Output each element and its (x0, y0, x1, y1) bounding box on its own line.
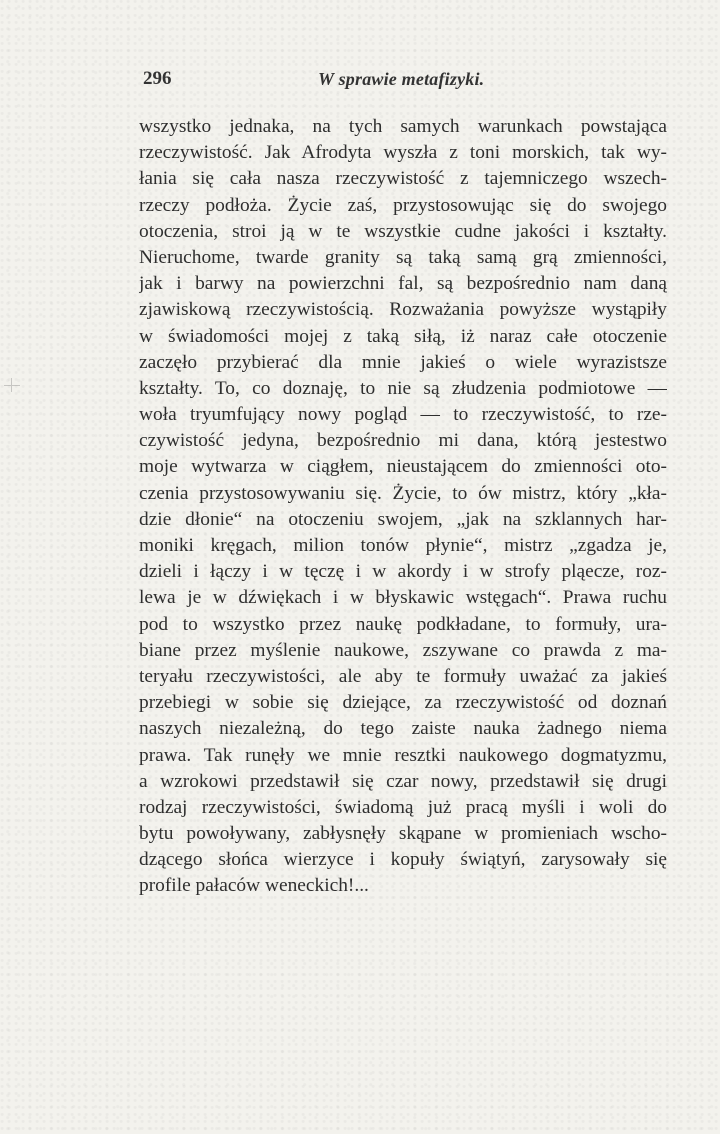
running-head: W sprawie metafizyki. (318, 69, 485, 89)
text-line: biane przez myślenie naukowe, zszywane co prawda z ma- (139, 639, 667, 661)
text-line: przebiegi w sobie się dziejące, za rzeczywistość od doznań (139, 692, 667, 714)
text-line: czenia przystosowywaniu się. Życie, to ów mistrz, który „kła- (139, 482, 667, 504)
text-line: dzieli i łączy i w tęczę i w akordy i w strofy pląecze, roz- (139, 561, 667, 583)
body-text (139, 114, 667, 900)
text-line: moje wytwarza w ciągłem, nieustającem do zmienności oto- (139, 456, 667, 478)
page-header (0, 68, 720, 98)
print-mark-icon (4, 378, 20, 392)
text-line: łania się cała nasza rzeczywistość z tajemniczego wszech- (139, 168, 667, 190)
page-number: 296 (143, 68, 172, 89)
text-line: rodzaj rzeczywistości, świadomą już pracą myśli i woli do (139, 796, 667, 818)
text-line: naszych niezależną, do tego zaiste nauka żadnego niema (139, 718, 667, 740)
text-line: w świadomości mojej z taką siłą, iż naraz całe otoczenie (139, 325, 667, 347)
text-line: lewa je w dźwiękach i w błyskawic wstęgach“. Prawa ruchu (139, 587, 667, 609)
text-line: czywistość jedyna, bezpośrednio mi dana, którą jestestwo (139, 430, 667, 452)
text-line: kształty. To, co doznaję, to nie są złudzenia podmiotowe — (139, 377, 667, 399)
text-line: woła tryumfujący nowy pogląd — to rzeczywistość, to rze- (139, 404, 667, 426)
text-line: rzeczywistość. Jak Afrodyta wyszła z toni morskich, tak wy- (139, 142, 667, 164)
text-line: bytu powoływany, zabłysnęły skąpane w promieniach wscho- (139, 823, 667, 845)
text-line: dzącego słońca wierzyce i kopuły świątyń, zarysowały się (139, 849, 667, 871)
text-line: dzie dłonie“ na otoczeniu swojem, „jak na szklannych har- (139, 508, 667, 530)
text-line: wszystko jednaka, na tych samych warunkach powstająca (139, 116, 667, 137)
text-line: rzeczy podłoża. Życie zaś, przystosowując się do swojego (139, 194, 667, 216)
text-line: pod to wszystko przez naukę podkładane, to formuły, ura- (139, 613, 667, 635)
text-line: a wzrokowi przedstawił się czar nowy, przedstawił się drugi (139, 770, 667, 792)
text-line: otoczenia, stroi ją w te wszystkie cudne jakości i kształty. (139, 220, 667, 242)
text-line: prawa. Tak runęły we mnie resztki naukowego dogmatyzmu, (139, 744, 667, 766)
text-line: jak i barwy na powierzchni fal, są bezpośrednio nam daną (139, 273, 667, 295)
text-line: zaczęło przybierać dla mnie jakieś o wiele wyrazistsze (139, 351, 667, 373)
text-line: zjawiskową rzeczywistością. Rozważania powyższe wystąpiły (139, 299, 667, 321)
text-line-last: profile pałaców weneckich!... (139, 875, 369, 897)
text-line: teryału rzeczywistości, ale aby te formuły uważać za jakieś (139, 665, 667, 687)
text-line: moniki kręgach, milion tonów płynie“, mistrz „zgadza je, (139, 535, 667, 556)
text-line: Nieruchome, twarde granity są taką samą grą zmienności, (139, 246, 667, 268)
